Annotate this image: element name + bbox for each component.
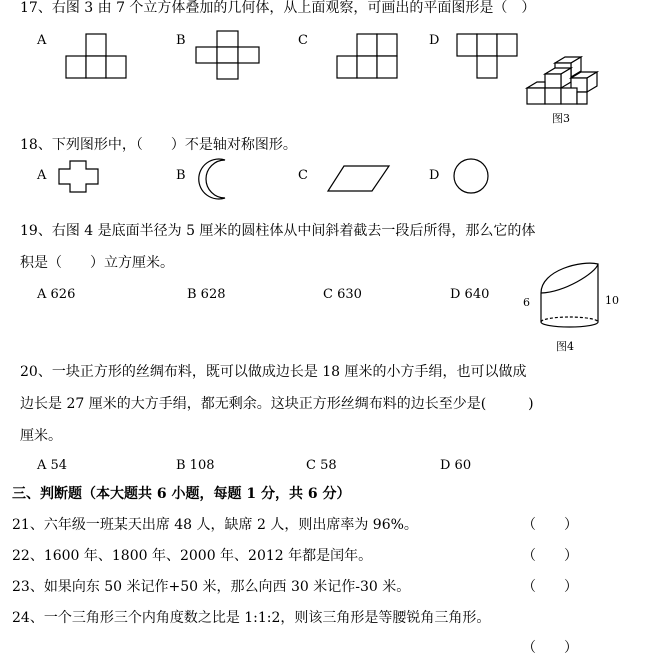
q17-option-a-label: A — [37, 33, 47, 48]
q18-option-a-label: A — [37, 168, 47, 183]
q24-text: 24、一个三角形三个内角度数之比是 1:1:2，则该三角形是等腰锐角三角形。 — [12, 610, 491, 626]
q24-answer-blank[interactable]: （ ） — [522, 640, 578, 656]
q21-text: 21、六年级一班某天出席 48 人，缺席 2 人，则出席率为 96%。 — [12, 517, 418, 533]
q23-text: 23、如果向东 50 米记作+50 米，那么向西 30 米记作-30 米。 — [12, 579, 411, 595]
q17-text: 17、右图 3 由 7 个立方体叠加的几何体，从上面观察，可画出的平面图形是（ ） — [20, 0, 536, 16]
q17-option-d-label: D — [429, 33, 440, 48]
q17-option-a-figure — [66, 33, 128, 79]
q19-option-a: A 626 — [37, 287, 76, 302]
q17-option-b-figure — [196, 30, 260, 80]
q20-option-d: D 60 — [440, 458, 472, 473]
q19-figure-caption: 图4 — [556, 340, 574, 353]
q20-text-line1: 20、一块正方形的丝绸布料，既可以做成边长是 18 厘米的小方手绢，也可以做成 — [20, 364, 527, 380]
q18-circle-shape — [453, 158, 491, 196]
q18-option-c-label: C — [298, 168, 308, 183]
section3-title: 三、判断题（本大题共 6 小题，每题 1 分，共 6 分） — [12, 486, 351, 502]
q21-answer-blank[interactable]: （ ） — [522, 517, 578, 533]
q17-option-d-figure — [457, 33, 519, 79]
q17-figure-caption: 图3 — [552, 112, 570, 125]
q19-figure-left-label: 6 — [523, 296, 530, 309]
q18-crescent-shape — [195, 158, 233, 200]
q18-option-d-label: D — [429, 168, 440, 183]
q20-text-line3: 厘米。 — [20, 428, 62, 444]
q19-cylinder-figure — [538, 258, 602, 332]
q18-cross-shape — [58, 160, 100, 194]
q22-text: 22、1600 年、1800 年、2000 年、2012 年都是闰年。 — [12, 548, 373, 564]
q19-option-c: C 630 — [323, 287, 362, 302]
q22-answer-blank[interactable]: （ ） — [522, 548, 578, 564]
q19-text-line2: 积是（ ）立方厘米。 — [20, 255, 174, 271]
q20-option-c: C 58 — [306, 458, 337, 473]
q17-option-b-label: B — [176, 33, 186, 48]
q20-text-line2: 边长是 27 厘米的大方手绢，都无剩余。这块正方形丝绸布料的边长至少是( ) — [20, 396, 534, 412]
q17-cube-stack-figure — [525, 54, 599, 106]
q18-text: 18、下列图形中，（ ）不是轴对称图形。 — [20, 137, 297, 153]
q20-option-b: B 108 — [176, 458, 215, 473]
q19-option-b: B 628 — [187, 287, 226, 302]
q20-option-a: A 54 — [37, 458, 68, 473]
q19-text-line1: 19、右图 4 是底面半径为 5 厘米的圆柱体从中间斜着截去一段后所得，那么它的体 — [20, 223, 536, 239]
q19-figure-right-label: 10 — [605, 294, 619, 307]
q18-parallelogram-shape — [327, 165, 391, 193]
q17-option-c-label: C — [298, 33, 308, 48]
q23-answer-blank[interactable]: （ ） — [522, 579, 578, 595]
q17-option-c-figure — [337, 33, 399, 79]
q18-option-b-label: B — [176, 168, 186, 183]
q19-option-d: D 640 — [450, 287, 490, 302]
